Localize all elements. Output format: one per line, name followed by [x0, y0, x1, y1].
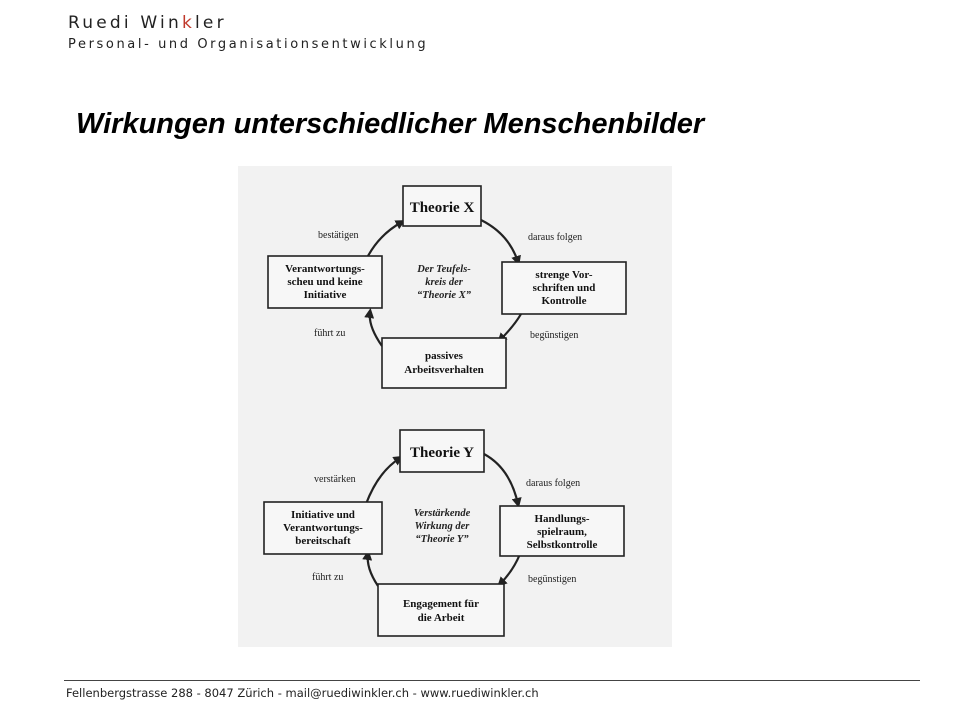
edge-x-beguenstigen: begünstigen — [530, 330, 579, 341]
scanned-diagram — [238, 166, 672, 647]
node-y-bottom — [378, 584, 504, 636]
footer-divider — [64, 680, 920, 681]
cycle-diagrams-svg — [238, 166, 672, 647]
edge-y-daraus-folgen: daraus folgen — [526, 478, 581, 489]
brand-header — [68, 12, 428, 52]
footer-contact: Fellenbergstrasse 288 - 8047 Zürich - mail@ruediwinkler.ch - www.ruediwinkler.ch — [66, 686, 539, 700]
arrow-x-right-bottom — [500, 314, 521, 340]
node-y-right-line2: spielraum, — [537, 526, 587, 538]
brand-name-part2: ler — [194, 13, 227, 33]
center-x-line2: kreis der — [425, 277, 463, 288]
center-y-line1: Verstärkende — [413, 508, 471, 519]
cycle-x — [268, 186, 626, 388]
edge-y-fuehrt-zu: führt zu — [312, 572, 344, 583]
brand-subtitle: Personal- und Organisationsentwicklung — [68, 37, 429, 52]
edge-x-daraus-folgen: daraus folgen — [528, 232, 583, 243]
node-y-bottom-line2: die Arbeit — [417, 612, 465, 624]
node-x-left-line3: Initiative — [303, 289, 347, 301]
node-y-left-line1: Initiative und — [291, 509, 355, 521]
arrow-y-top-right — [484, 454, 518, 504]
center-x-line1: Der Teufels- — [417, 264, 471, 275]
edge-y-beguenstigen: begünstigen — [528, 574, 577, 585]
node-x-bottom-line2: Arbeitsverhalten — [404, 364, 484, 376]
brand-name-part1: Ruedi Win — [68, 13, 182, 33]
brand-name-accent: k — [181, 13, 195, 33]
edge-y-verstaerken: verstärken — [314, 474, 356, 485]
slide-title: Wirkungen unterschiedlicher Menschenbilder — [76, 108, 705, 140]
center-y-line3: “Theorie Y” — [415, 534, 469, 545]
node-y-right-line3: Selbstkontrolle — [526, 539, 598, 551]
node-x-right-line3: Kontrolle — [541, 295, 587, 307]
node-y-bottom-line1: Engagement für — [402, 598, 480, 610]
brand-name — [68, 12, 428, 34]
arrow-x-bottom-left — [370, 312, 382, 346]
node-theorie-y-label: Theorie Y — [409, 445, 475, 461]
arrow-x-top-right — [481, 220, 518, 262]
arrow-x-left-top — [368, 222, 402, 256]
arrow-y-bottom-left — [368, 554, 378, 586]
node-x-right-line2: schriften und — [532, 282, 596, 294]
node-x-left-line2: scheu und keine — [287, 276, 363, 288]
edge-x-fuehrt-zu: führt zu — [314, 328, 346, 339]
node-x-bottom — [382, 338, 506, 388]
node-x-right-line1: strenge Vor- — [535, 269, 593, 281]
node-theorie-x-label: Theorie X — [409, 200, 475, 216]
node-y-left-line3: bereitschaft — [295, 535, 351, 547]
node-y-right-line1: Handlungs- — [534, 513, 590, 525]
node-y-left-line2: Verantwortungs- — [283, 522, 363, 534]
arrow-y-left-top — [366, 458, 400, 504]
arrow-y-right-bottom — [500, 554, 520, 584]
edge-x-bestaetigen: bestätigen — [318, 230, 359, 241]
node-x-left-line1: Verantwortungs- — [285, 263, 365, 275]
node-x-bottom-line1: passives — [425, 350, 463, 362]
center-y-line2: Wirkung der — [414, 521, 470, 532]
cycle-y — [264, 430, 624, 636]
center-x-line3: “Theorie X” — [417, 290, 471, 301]
